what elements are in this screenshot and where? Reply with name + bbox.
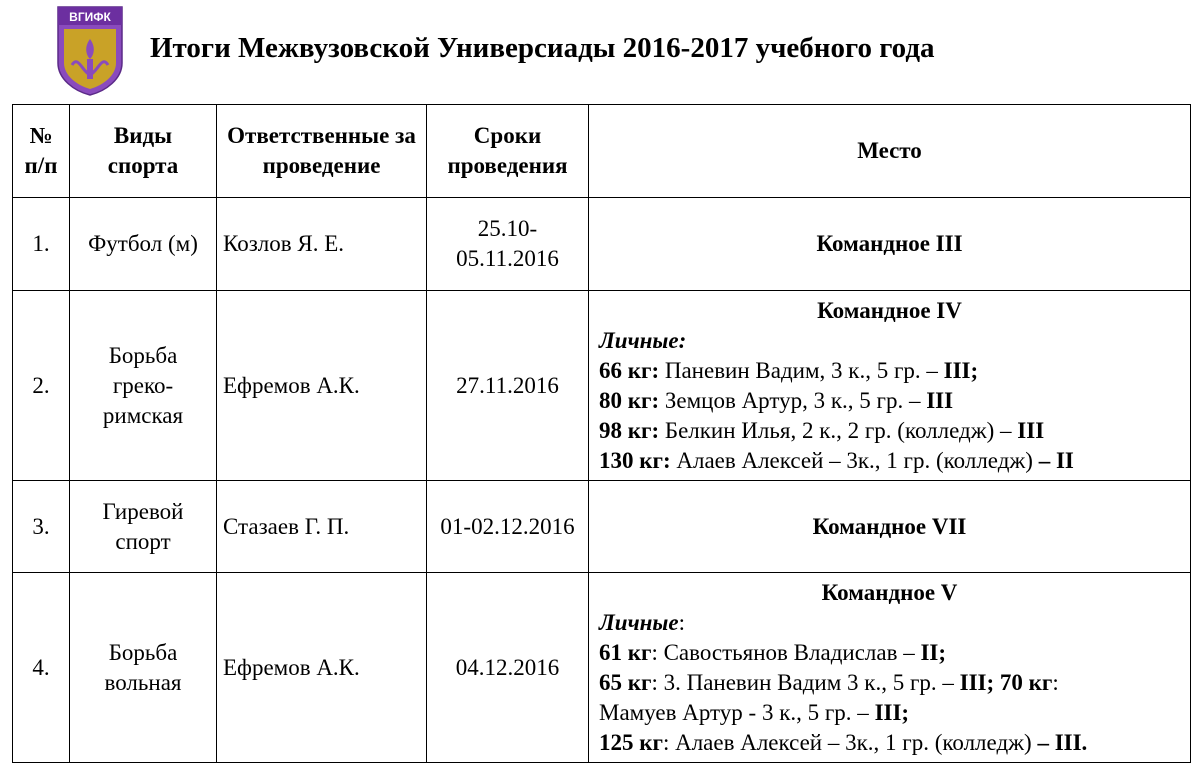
table-row xyxy=(13,198,1191,291)
personal-label-colon: : xyxy=(678,609,685,635)
logo-text: ВГИФК xyxy=(69,10,111,24)
personal-result xyxy=(599,698,1180,728)
row-num: 4. xyxy=(13,573,70,763)
athlete-text: Паневин Вадим, 3 к., 5 гр. – xyxy=(659,357,944,383)
personal-result xyxy=(599,356,1180,386)
personal-label-line xyxy=(599,608,1180,638)
personal-label: Личные xyxy=(599,609,679,635)
team-place: Командное III xyxy=(816,231,963,256)
header-num: № п/п xyxy=(13,105,70,198)
table-row xyxy=(13,291,1191,481)
results-table xyxy=(12,104,1191,763)
row-place xyxy=(589,481,1191,573)
header-dates: Сроки проведения xyxy=(427,105,589,198)
header-sport: Виды спорта xyxy=(70,105,217,198)
row-sport: Футбол (м) xyxy=(70,198,217,291)
athlete-text: : Алаев Алексей – 3к., 1 гр. (колледж) xyxy=(662,729,1038,755)
page-title: Итоги Межвузовской Универсиады 2016-2017 учебного года xyxy=(150,32,935,64)
table-row xyxy=(13,573,1191,763)
result-place: III; xyxy=(874,699,910,725)
result-place: II; xyxy=(920,639,947,665)
result-place: – II xyxy=(1038,447,1074,473)
row-place xyxy=(589,198,1191,291)
personal-result xyxy=(599,416,1180,446)
athlete-text: Земцов Артур, 3 к., 5 гр. – xyxy=(659,387,927,413)
row-num: 3. xyxy=(13,481,70,573)
personal-label: Личные: xyxy=(599,327,687,353)
weight-class: 61 кг xyxy=(599,639,652,665)
torch-emblem-icon xyxy=(54,5,126,97)
weight-class: 80 кг: xyxy=(599,387,660,413)
athlete-text-tail: : xyxy=(1052,669,1059,695)
personal-label-line xyxy=(599,326,1180,356)
row-responsible: Козлов Я. Е. xyxy=(217,198,427,291)
result-place: – III. xyxy=(1037,729,1088,755)
team-place: Командное V xyxy=(821,579,958,605)
row-dates: 27.11.2016 xyxy=(427,291,589,481)
personal-result xyxy=(599,638,1180,668)
row-sport: Борьба вольная xyxy=(70,573,217,763)
team-place: Командное VII xyxy=(812,513,967,539)
header-place: Место xyxy=(589,105,1191,198)
header-responsible: Ответственные за проведение xyxy=(217,105,427,198)
weight-class: 125 кг xyxy=(599,729,663,755)
row-num: 1. xyxy=(13,198,70,291)
row-sport: Гиревой спорт xyxy=(70,481,217,573)
athlete-text: Белкин Илья, 2 к., 2 гр. (колледж) – xyxy=(659,417,1018,443)
athlete-text: : 3. Паневин Вадим 3 к., 5 гр. – xyxy=(651,669,960,695)
row-dates: 01-02.12.2016 xyxy=(427,481,589,573)
row-responsible: Ефремов А.К. xyxy=(217,291,427,481)
row-responsible: Ефремов А.К. xyxy=(217,573,427,763)
athlete-text: : Савостьянов Владислав – xyxy=(651,639,921,665)
row-num: 2. xyxy=(13,291,70,481)
result-place: III; 70 кг xyxy=(959,669,1053,695)
team-place: Командное IV xyxy=(817,297,962,323)
row-place xyxy=(589,573,1191,763)
row-place xyxy=(589,291,1191,481)
row-sport: Борьба греко-римская xyxy=(70,291,217,481)
row-dates: 25.10-05.11.2016 xyxy=(427,198,589,291)
personal-result xyxy=(599,668,1180,698)
personal-result xyxy=(599,728,1180,758)
weight-class: 65 кг xyxy=(599,669,652,695)
table-row xyxy=(13,481,1191,573)
row-responsible: Стазаев Г. П. xyxy=(217,481,427,573)
weight-class: 98 кг: xyxy=(599,417,660,443)
athlete-text: Алаев Алексей – 3к., 1 гр. (колледж) xyxy=(670,447,1039,473)
personal-result xyxy=(599,386,1180,416)
result-place: III xyxy=(926,387,954,413)
result-place: III xyxy=(1017,417,1045,443)
personal-result xyxy=(599,446,1180,476)
weight-class: 66 кг: xyxy=(599,357,660,383)
university-logo xyxy=(54,5,126,97)
result-place: III; xyxy=(943,357,979,383)
weight-class: 130 кг: xyxy=(599,447,671,473)
row-dates: 04.12.2016 xyxy=(427,573,589,763)
header-row xyxy=(13,105,1191,198)
athlete-text: Мамуев Артур - 3 к., 5 гр. – xyxy=(599,699,875,725)
